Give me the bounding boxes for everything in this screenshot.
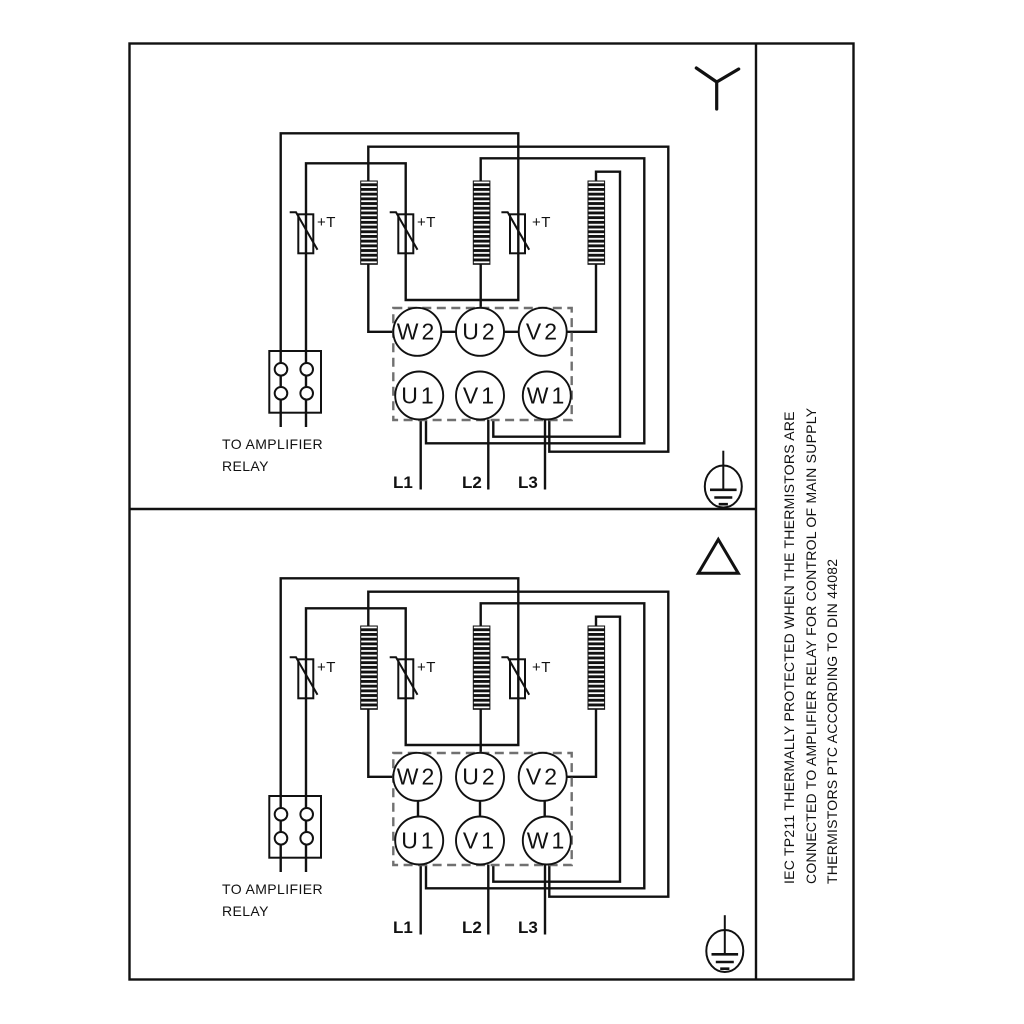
terminal-label-w2-delta: W2 — [396, 763, 438, 790]
terminal-label-u2-delta: U2 — [462, 763, 498, 790]
terminal-label-u1-star: U1 — [401, 382, 437, 409]
delta-bridge-links — [418, 801, 545, 817]
relay-caption-delta — [222, 879, 323, 922]
supply-label-l1-delta: L1 — [393, 918, 413, 937]
earth-symbol-delta — [706, 915, 743, 972]
terminal-label-w1-delta: W1 — [526, 827, 568, 854]
supply-label-l3-star: L3 — [518, 473, 538, 492]
delta-symbol — [698, 540, 738, 574]
supply-label-l3-delta: L3 — [518, 918, 538, 937]
thermistor-label-delta: +T — [417, 659, 436, 676]
supply-label-l2-star: L2 — [462, 473, 482, 492]
supply-label-l2-delta: L2 — [462, 918, 482, 937]
terminal-label-u2-star: U2 — [462, 318, 498, 345]
side-note — [779, 344, 844, 884]
supply-label-l1-star: L1 — [393, 473, 413, 492]
relay-caption-line1: TO AMPLIFIER — [222, 881, 324, 897]
relay-caption-line2: RELAY — [222, 902, 269, 919]
terminal-label-u1-delta: U1 — [401, 827, 437, 854]
relay-caption-star — [222, 434, 323, 477]
thermistor-label-delta: +T — [532, 659, 551, 676]
relay-caption-line1: TO AMPLIFIER — [222, 436, 324, 452]
circuit-core-star — [269, 133, 668, 489]
side-note-line3: THERMISTORS PTC ACCORDING TO DIN 44082 — [824, 558, 840, 884]
thermistor-label-delta: +T — [317, 659, 336, 676]
side-note-line1: IEC TP211 THERMALLY PROTECTED WHEN THE THERMISTORS ARE — [781, 411, 797, 884]
side-note-line2: CONNECTED TO AMPLIFIER RELAY FOR CONTROL OF MAIN SUPPLY — [802, 407, 819, 884]
relay-caption-line2: RELAY — [222, 457, 269, 474]
circuit-core-delta — [269, 578, 668, 934]
thermistor-label-star: +T — [317, 214, 336, 231]
terminal-label-w2-star: W2 — [396, 318, 438, 345]
terminal-label-v1-delta: V1 — [462, 827, 498, 854]
thermistor-label-star: +T — [417, 214, 436, 231]
thermistor-label-star: +T — [532, 214, 551, 231]
terminal-label-v1-star: V1 — [462, 382, 498, 409]
star-symbol — [696, 68, 738, 109]
terminal-label-v2-star: V2 — [525, 318, 561, 345]
terminal-label-w1-star: W1 — [526, 382, 568, 409]
terminal-label-v2-delta: V2 — [525, 763, 561, 790]
earth-symbol-star — [705, 451, 742, 508]
